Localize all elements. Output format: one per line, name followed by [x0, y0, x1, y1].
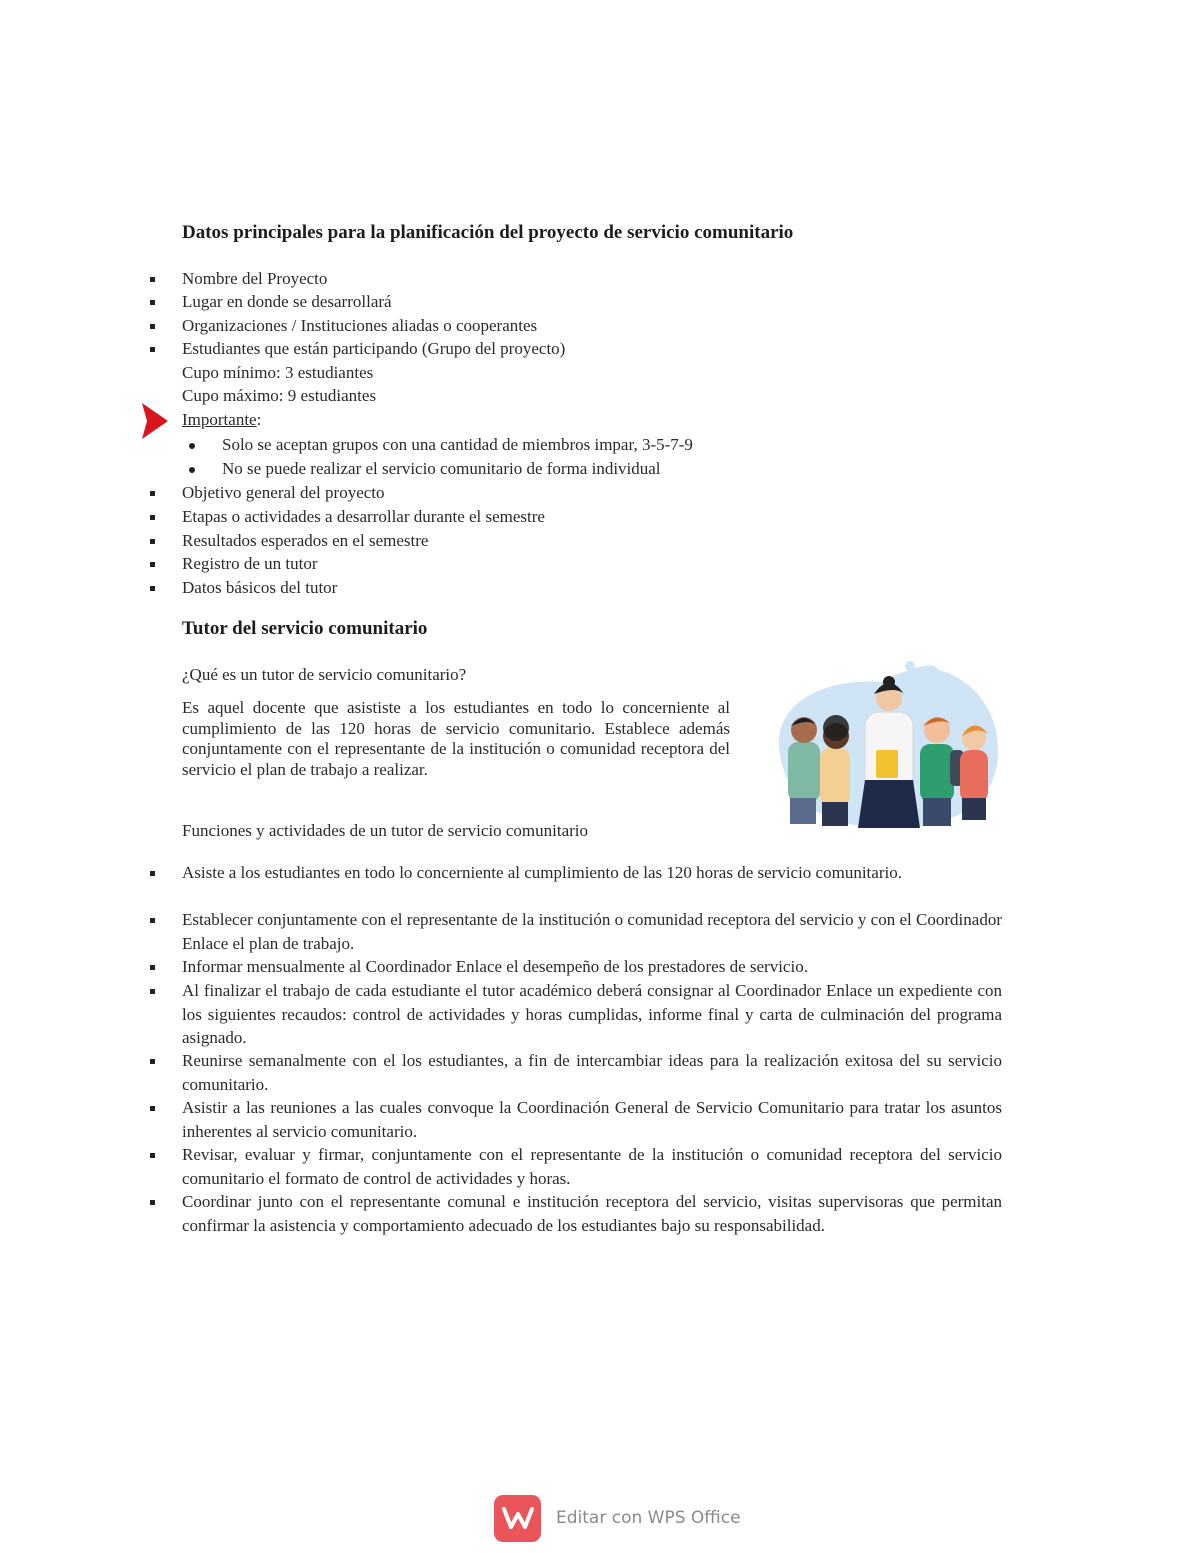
bullet-square: [150, 965, 155, 970]
bullet-square: [150, 918, 155, 923]
list-item: Lugar en donde se desarrollará: [182, 292, 392, 311]
bullet-square: [150, 1153, 155, 1158]
list-item: Nombre del Proyecto: [182, 269, 328, 288]
bullet-square: [150, 1059, 155, 1064]
function-item: Establecer conjuntamente con el representante de la institución o comunidad receptora del servicio y con el Coordinador Enlace el plan de trabajo.: [182, 910, 1002, 953]
bullet-dot: [189, 467, 195, 473]
importante-line: [182, 408, 261, 432]
functions-heading: Funciones y actividades de un tutor de servicio comunitario: [182, 821, 589, 840]
bullet-square: [150, 347, 155, 352]
bullet-square: [150, 277, 155, 282]
bullet-square: [150, 324, 155, 329]
function-item: Reunirse semanalmente con el los estudiantes, a fin de intercambiar ideas para la realización exitosa del su servicio comunitario.: [182, 1051, 1002, 1094]
function-item: Revisar, evaluar y firmar, conjuntamente con el representante de la institución o comunidad receptora del servicio comunitario el formato de control de actividades y horas.: [182, 1145, 1002, 1188]
bullet-square: [150, 539, 155, 544]
wps-logo-icon: [494, 1495, 541, 1542]
students-teacher-illustration: [760, 660, 1006, 830]
list-item: Etapas o actividades a desarrollar durante el semestre: [182, 507, 545, 526]
bullet-square: [150, 300, 155, 305]
importante-colon: :: [256, 410, 262, 429]
list-item: Estudiantes que están participando (Grupo del proyecto): [182, 339, 566, 358]
function-item: Coordinar junto con el representante comunal e institución receptora del servicio, visitas supervisoras que permitan confirmar la asistencia y comportamiento adecuado de los estudiantes bajo su responsabilidad.: [182, 1192, 1002, 1235]
list-item: Datos básicos del tutor: [182, 578, 338, 597]
bullet-square: [150, 871, 155, 876]
bullet-square: [150, 491, 155, 496]
bullet-square: [150, 1106, 155, 1111]
bullet-square: [150, 989, 155, 994]
wps-edit-link[interactable]: Editar con WPS Office: [556, 1508, 741, 1528]
function-item: Asistir a las reuniones a las cuales convoque la Coordinación General de Servicio Comunitario para tratar los asuntos inherentes al servicio comunitario.: [182, 1098, 1002, 1141]
cupo-minimo: Cupo mínimo: 3 estudiantes: [182, 363, 374, 382]
function-item: Informar mensualmente al Coordinador Enlace el desempeño de los prestadores de servicio.: [182, 957, 808, 976]
function-item: Asiste a los estudiantes en todo lo concerniente al cumplimiento de las 120 horas de servicio comunitario.: [182, 863, 902, 882]
sub-list-item: Solo se aceptan grupos con una cantidad de miembros impar, 3-5-7-9: [222, 435, 693, 454]
list-item: Registro de un tutor: [182, 554, 318, 573]
tutor-definition: Es aquel docente que asististe a los estudiantes en todo lo concerniente al cumplimiento de las 120 horas de servicio comunitario. Establece además conjuntamente con el representante de la institución o comunidad receptora del servicio el plan de trabajo a realizar.: [182, 698, 730, 779]
function-item: Al finalizar el trabajo de cada estudiante el tutor académico deberá consignar al Coordinador Enlace un expediente con los siguientes recaudos: control de actividades y horas cumplidas, informe final y carta de culminación del programa asignado.: [182, 981, 1002, 1047]
list-item: Organizaciones / Instituciones aliadas o cooperantes: [182, 316, 538, 335]
bullet-dot: [189, 443, 195, 449]
bullet-square: [150, 1200, 155, 1205]
wps-watermark[interactable]: [494, 1494, 741, 1542]
tutor-question: ¿Qué es un tutor de servicio comunitario?: [182, 665, 467, 684]
list-item: Resultados esperados en el semestre: [182, 531, 429, 550]
bullet-square: [150, 586, 155, 591]
section-title: Tutor del servicio comunitario: [182, 618, 428, 639]
cupo-maximo: Cupo máximo: 9 estudiantes: [182, 386, 377, 405]
list-item: Objetivo general del proyecto: [182, 483, 385, 502]
importante-label: Importante: [182, 410, 257, 429]
sub-list-item: No se puede realizar el servicio comunitario de forma individual: [222, 459, 661, 478]
bullet-square: [150, 515, 155, 520]
section-title: Datos principales para la planificación del proyecto de servicio comunitario: [182, 222, 794, 243]
red-arrow-icon: [140, 401, 170, 441]
bullet-square: [150, 562, 155, 567]
